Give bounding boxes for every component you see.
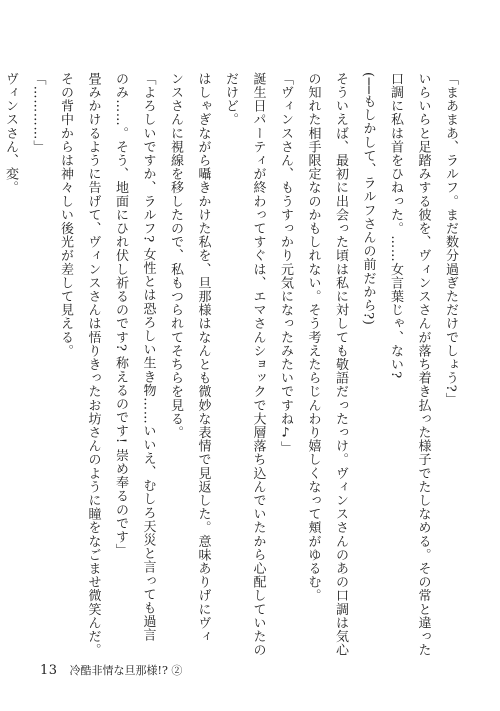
text-line: 「よろしいですか、ラルフ? 女性とは恐ろしい生き物……いいえ、むしろ天災と言っても過言 — [140, 72, 156, 642]
text-line: 誕生日パーティが終わってすぐは、エマさんショックで大層落ち込んでいたから心配していたの — [250, 72, 266, 657]
text-line: 畳みかけるように告げて、ヴィンスさんは悟りきったお坊さんのように瞳をなごませ微笑んだ。 — [85, 72, 101, 657]
text-line: 「…………」 — [30, 72, 46, 154]
text-line: の知れた相手限定なのかもしれない。そう考えたらじんわり嬉しくなって頬がゆるむ。 — [305, 72, 321, 603]
text-line: 「まあまあ、ラルフ。まだ数分過ぎただけでしょう?」 — [443, 72, 458, 406]
book-title: 冷酷非情な旦那様!? ② — [69, 664, 183, 677]
text-line: その背中からは神々しい後光が差して見える。 — [58, 72, 73, 358]
text-line: いらいらと足踏みする彼を、ヴィンスさんが落ち着き払った様子でたしなめる。その常と違った — [415, 72, 431, 657]
text-line: ンスさんに視線を移したので、私もつられてそちらを見る。 — [168, 72, 183, 440]
body-text — [3, 72, 464, 657]
page-footer — [40, 662, 182, 678]
page-number: 13 — [40, 662, 58, 678]
text-line: のみ……。そう、地面にひれ伏し祈るのです? 称えるのです! 崇め奉るのです」 — [113, 72, 128, 558]
text-line: ヴィンスさん、変。 — [3, 72, 18, 195]
text-line: 口調に私は首をひねった。……女言葉じゃ、ない? — [388, 72, 403, 379]
text-line: 「ヴィンスさん、もうすっかり元気になったみたいですね♪」 — [278, 72, 293, 455]
text-line: はしゃぎながら囁きかけた私を、旦那様はなんとも微妙な表情で見返した。意味ありげにヴィ — [195, 72, 211, 644]
text-line: だけど。 — [223, 72, 238, 127]
text-line: (──もしかして、ラルフさんの前だから?) — [360, 72, 376, 326]
text-line: そういえば、最初に出会った頃は私に対しても敬語だったっけ。ヴィンスさんのあの口調は気心 — [333, 72, 348, 657]
